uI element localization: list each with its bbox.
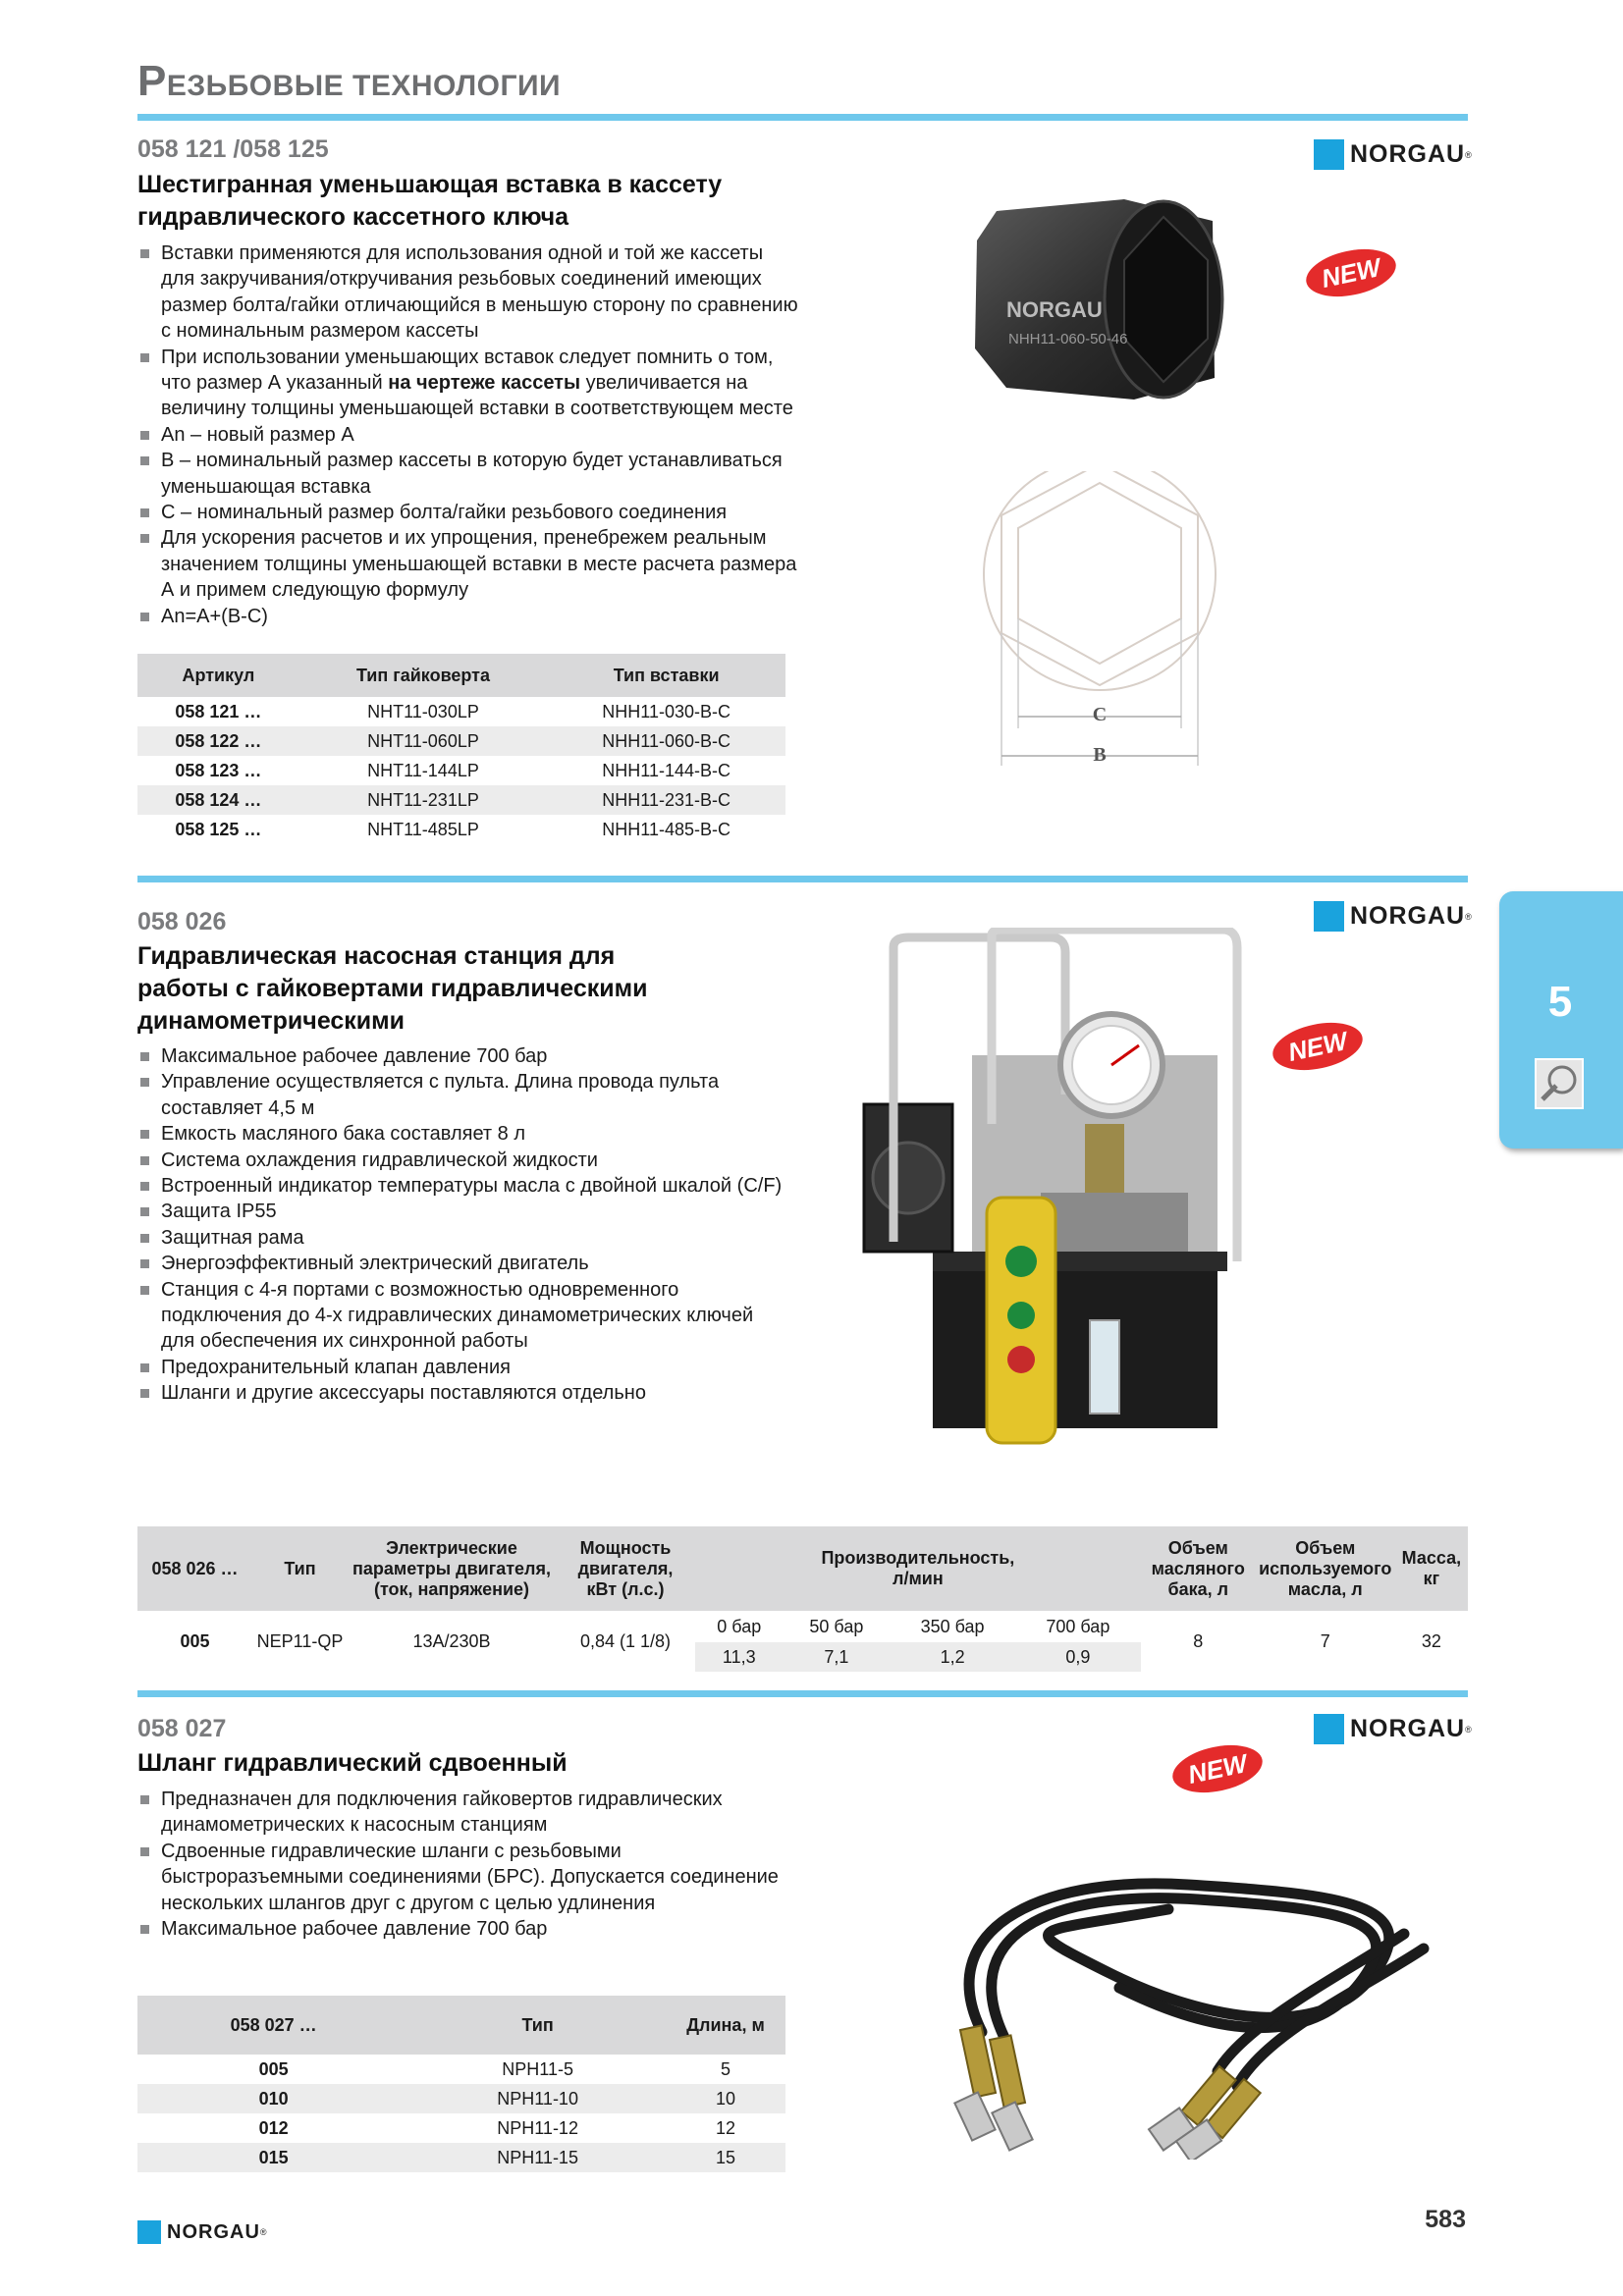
header-line: используемого [1259,1558,1392,1578]
bullet-line: Для ускорения расчетов и их упрощения, пренебрежем реальным [161,527,767,550]
table-cell: 005 [258,2058,289,2079]
header-line: двигателя, [577,1558,674,1578]
table-header [1141,1526,1256,1611]
table-row [137,815,785,844]
bullet-line: Система охлаждения гидравлической жидкости [161,1148,598,1171]
new-badge [1298,238,1405,308]
norgau-logo [1314,901,1472,932]
pressure-cell: 350 бар [920,1616,985,1636]
table-cell: 058 123 … [175,760,262,780]
pressure-cell: 0 бар [717,1616,762,1636]
bullet-item [137,345,844,422]
bullet-item [137,1916,844,1942]
header-line: Объем [1167,1537,1228,1558]
table-cell: NPH11-12 [497,2117,578,2138]
bullet-line: C – номинальный размер болта/гайки резьбового соединения [161,502,728,524]
new-badge-text: NEW [1285,1026,1350,1067]
chapter-title-rest: ЕЗЬБОВЫЕ ТЕХНОЛОГИИ [166,70,562,102]
table-cell: NPH11-5 [502,2058,573,2079]
header-line: параметры двигателя, [352,1558,551,1578]
bullet-line: Шланги и другие аксессуары поставляются отдельно [161,1382,646,1405]
section3-title-line: Шланг гидравлический сдвоенный [137,1749,568,1777]
header-rule [137,114,1468,121]
table-cell: NHH11-144-B-C [602,760,730,780]
table-cell: NPH11-15 [409,2143,666,2172]
table-cell: 32 [1421,1630,1441,1651]
section1-bullets [137,240,844,629]
bullet-line: значением толщины уменьшающей вставки в месте расчета размера [161,553,797,575]
bullet-item [137,1787,844,1839]
new-badge [1265,1011,1372,1082]
bullet-line [161,370,844,396]
table-cell: 7 [1320,1630,1330,1651]
bullet-line: Станция с 4-я портами с возможностью одновременного [161,1278,679,1301]
header-line: бака, л [1167,1578,1229,1599]
bullet-item [137,1355,844,1380]
logo-text: NORGAU [1350,902,1466,930]
header-line: Электрические [386,1537,517,1558]
header-line: Объем [1295,1537,1356,1558]
table-row [137,756,785,785]
bullet-line: Управление осуществляется с пульта. Длина провода пульта [161,1071,720,1094]
bullet-item [137,1277,844,1355]
header-line: Мощность [579,1537,672,1558]
logo-mark: ® [1465,911,1472,922]
table-row [137,726,785,756]
section1-code: 058 121 /058 125 [137,135,329,163]
table-cell: 12 [715,2117,736,2138]
table-cell: 012 [258,2117,289,2138]
table-cell: NHH11-231-B-C [547,785,785,815]
section3-code: 058 027 [137,1715,227,1742]
table-cell: NHH11-485-B-C [602,819,730,839]
table-header: Тип гайковерта [299,654,547,697]
flow-cell: 7,1 [784,1642,891,1672]
table-cell: 15 [666,2143,785,2172]
table-cell: NHH11-060-B-C [547,726,785,756]
table-cell: 0,84 (1 1/8) [579,1630,672,1651]
logo-square-icon [1314,139,1344,170]
bullet-item [137,604,844,629]
flow-cell: 11,3 [695,1642,784,1672]
logo-mark: ® [1465,149,1472,160]
bullet-line: Предохранительный клапан давления [161,1356,511,1378]
table-cell: 5 [720,2058,730,2079]
bullet-line: Встроенный индикатор температуры масла с двойной шкалой (C/F) [161,1175,783,1198]
header-line: Производительность, [821,1548,1015,1568]
bullet-item [137,1251,844,1276]
table-header: 058 027 … [137,1996,409,2055]
table-cell: 058 124 … [137,785,299,815]
table-cell: 015 [137,2143,409,2172]
table-cell: 058 122 … [137,726,299,756]
table-cell: NHT11-030LP [367,701,479,721]
section1-table [137,654,785,844]
table-cell: NHT11-144LP [367,760,479,780]
table-row [137,2084,785,2113]
drawing-label-c: C [1092,704,1108,725]
section1-title [137,169,722,234]
bullet-line: Вставки применяются для использования одной и той же кассеты [161,242,764,264]
table-cell: 010 [137,2084,409,2113]
table-header [695,1526,1141,1611]
bullet-item [137,448,844,500]
table-header: 058 026 … [137,1526,252,1611]
bullet-item [137,525,844,603]
header-line: масла, л [1287,1578,1363,1599]
bullet-line: Емкость масляного бака составляет 8 л [161,1123,525,1146]
norgau-logo [1314,1714,1472,1744]
bullet-item [137,1121,844,1147]
table-header [556,1526,695,1611]
photo-code-text: NHH11-060-50-46 [1008,331,1128,347]
bullet-line: An – новый размер А [161,423,354,446]
bullet-item [137,1148,844,1173]
bullet-line: Максимальное рабочее давление 700 бар [161,1918,548,1941]
bullet-line: уменьшающая вставка [161,475,371,498]
table-header: Тип [252,1526,348,1611]
table-cell: NHH11-030-B-C [602,701,730,721]
table-cell: 10 [666,2084,785,2113]
bullet-line: величину толщины уменьшающей вставки в соответствующем месте [161,398,793,420]
section2-title [137,940,647,1038]
bullet-item [137,1173,844,1199]
header-line: масляного [1151,1558,1245,1578]
new-badge-text: NEW [1319,252,1383,294]
logo-text: NORGAU [1350,1715,1466,1742]
bullet-line: Предназначен для подключения гайковертов гидравлических [161,1789,723,1810]
table-cell: NEP11-QP [256,1630,344,1651]
chapter-title-initial: Р [137,57,167,105]
bullet-line: An=A+(B-C) [161,605,268,627]
table-header: Тип [409,1996,666,2055]
table-row [137,1611,1468,1642]
flow-cell: 0,9 [1015,1642,1141,1672]
table-header [348,1526,556,1611]
table-row [137,2143,785,2172]
table-cell: NHT11-060LP [299,726,547,756]
drawing-label-b: B [1093,744,1107,766]
bullet-item [137,1069,844,1121]
bullet-item [137,1380,844,1406]
section-rule [137,1690,1468,1697]
bullet-emphasis: на чертеже кассеты [388,372,581,395]
flow-cell: 1,2 [890,1642,1015,1672]
bullet-line: составляет 4,5 м [161,1096,315,1119]
bullet-text: увеличивается на [580,372,748,395]
table-cell: NPH11-10 [409,2084,666,2113]
bullet-item [137,500,844,525]
table-row [137,785,785,815]
table-row [137,697,785,726]
section3-title [137,1747,568,1780]
header-line: кг [1423,1569,1440,1588]
section3-table [137,1996,785,2172]
table-cell: 13A/230B [412,1630,491,1651]
new-badge [1164,1734,1271,1804]
bullet-line: с номинальным размером кассеты [161,320,479,343]
section2-title-line: работы с гайковертами гидравлическими [137,975,648,1002]
pressure-cell: 50 бар [809,1616,864,1636]
bullet-line: динамометрических к насосным станциям [161,1814,548,1837]
table-cell: 058 121 … [175,701,262,721]
logo-text: NORGAU [1350,140,1466,168]
table-header: Тип вставки [547,654,785,697]
logo-text: NORGAU [167,2220,260,2243]
bullet-line: Энергоэффективный электрический двигатель [161,1253,589,1275]
bullet-line: подключения до 4-х гидравлических динамометрических ключей [161,1305,754,1327]
bullet-line: А и примем следующую формулу [161,579,469,602]
hex-insert-drawing [977,471,1222,785]
logo-square-icon [137,2220,161,2244]
logo-mark: ® [259,2227,267,2237]
pressure-cell: 700 бар [1046,1616,1110,1636]
hydraulic-hose-photo [913,1816,1443,2160]
table-cell: NHT11-231LP [299,785,547,815]
bullet-item [137,1199,844,1224]
table-header: Длина, м [666,1996,785,2055]
section2-bullets [137,1043,844,1407]
table-cell: 058 125 … [175,819,262,839]
bullet-line: для закручивания/откручивания резьбовых соединений имеющих [161,268,762,291]
table-cell: 8 [1193,1630,1204,1651]
table-header [1256,1526,1395,1611]
chapter-side-tab[interactable] [1499,891,1623,1148]
hex-insert-photo [957,182,1242,417]
table-header [1395,1526,1468,1611]
bullet-line: Защитная рама [161,1226,304,1249]
photo-brand-text: NORGAU [1006,297,1103,322]
section1-title-line: Шестигранная уменьшающая вставка в кассету [137,171,723,198]
logo-square-icon [1314,1714,1344,1744]
section3-bullets [137,1787,844,1942]
logo-square-icon [1314,901,1344,932]
section2-title-line: Гидравлическая насосная станция для [137,942,616,970]
side-tab-number: 5 [1547,978,1573,1026]
bullet-item [137,1839,844,1916]
bullet-line: для обеспечения их синхронной работы [161,1330,528,1353]
header-line: Масса, [1401,1548,1462,1568]
section1-title-line: гидравлического кассетного ключа [137,203,569,231]
new-badge-text: NEW [1185,1748,1250,1789]
pump-station-photo [854,928,1257,1487]
bullet-line: При использовании уменьшающих вставок следует помнить о том, [161,346,774,368]
bullet-text: что размер А указанный [161,372,389,395]
table-cell: 005 [180,1630,210,1651]
table-header: Артикул [137,654,299,697]
bullet-item [137,422,844,448]
chapter-title [137,57,561,106]
table-cell: NHT11-485LP [367,819,479,839]
section2-code: 058 026 [137,908,227,935]
bullet-line: B – номинальный размер кассеты в которую будет устанавливаться [161,450,783,472]
section2-title-line: динамометрическими [137,1007,406,1035]
bullet-item [137,240,844,345]
bullet-line: размер болта/гайки отличающийся в меньшую сторону по сравнению [161,294,798,316]
bullet-line: быстроразъемными соединениями (БРС). Допускается соединение [161,1866,779,1889]
section-rule [137,876,1468,882]
bullet-line: нескольких шлангов друг с другом с целью удлинения [161,1892,656,1914]
norgau-logo [1314,139,1472,170]
bullet-item [137,1043,844,1069]
section2-table [137,1526,1468,1672]
bullet-line: Максимальное рабочее давление 700 бар [161,1045,548,1067]
threading-icon [1535,1058,1584,1109]
logo-mark: ® [1465,1724,1472,1735]
header-line: (ток, напряжение) [373,1578,530,1599]
table-row [137,2055,785,2084]
bullet-line: Защита IP55 [161,1201,277,1223]
header-line: кВт (л.с.) [586,1578,665,1599]
bullet-line: Сдвоенные гидравлические шланги с резьбовыми [161,1840,622,1862]
table-row [137,2113,785,2143]
footer-logo [137,2220,267,2244]
page-number: 583 [1425,2206,1466,2233]
bullet-item [137,1225,844,1251]
header-line: л/мин [893,1569,944,1588]
